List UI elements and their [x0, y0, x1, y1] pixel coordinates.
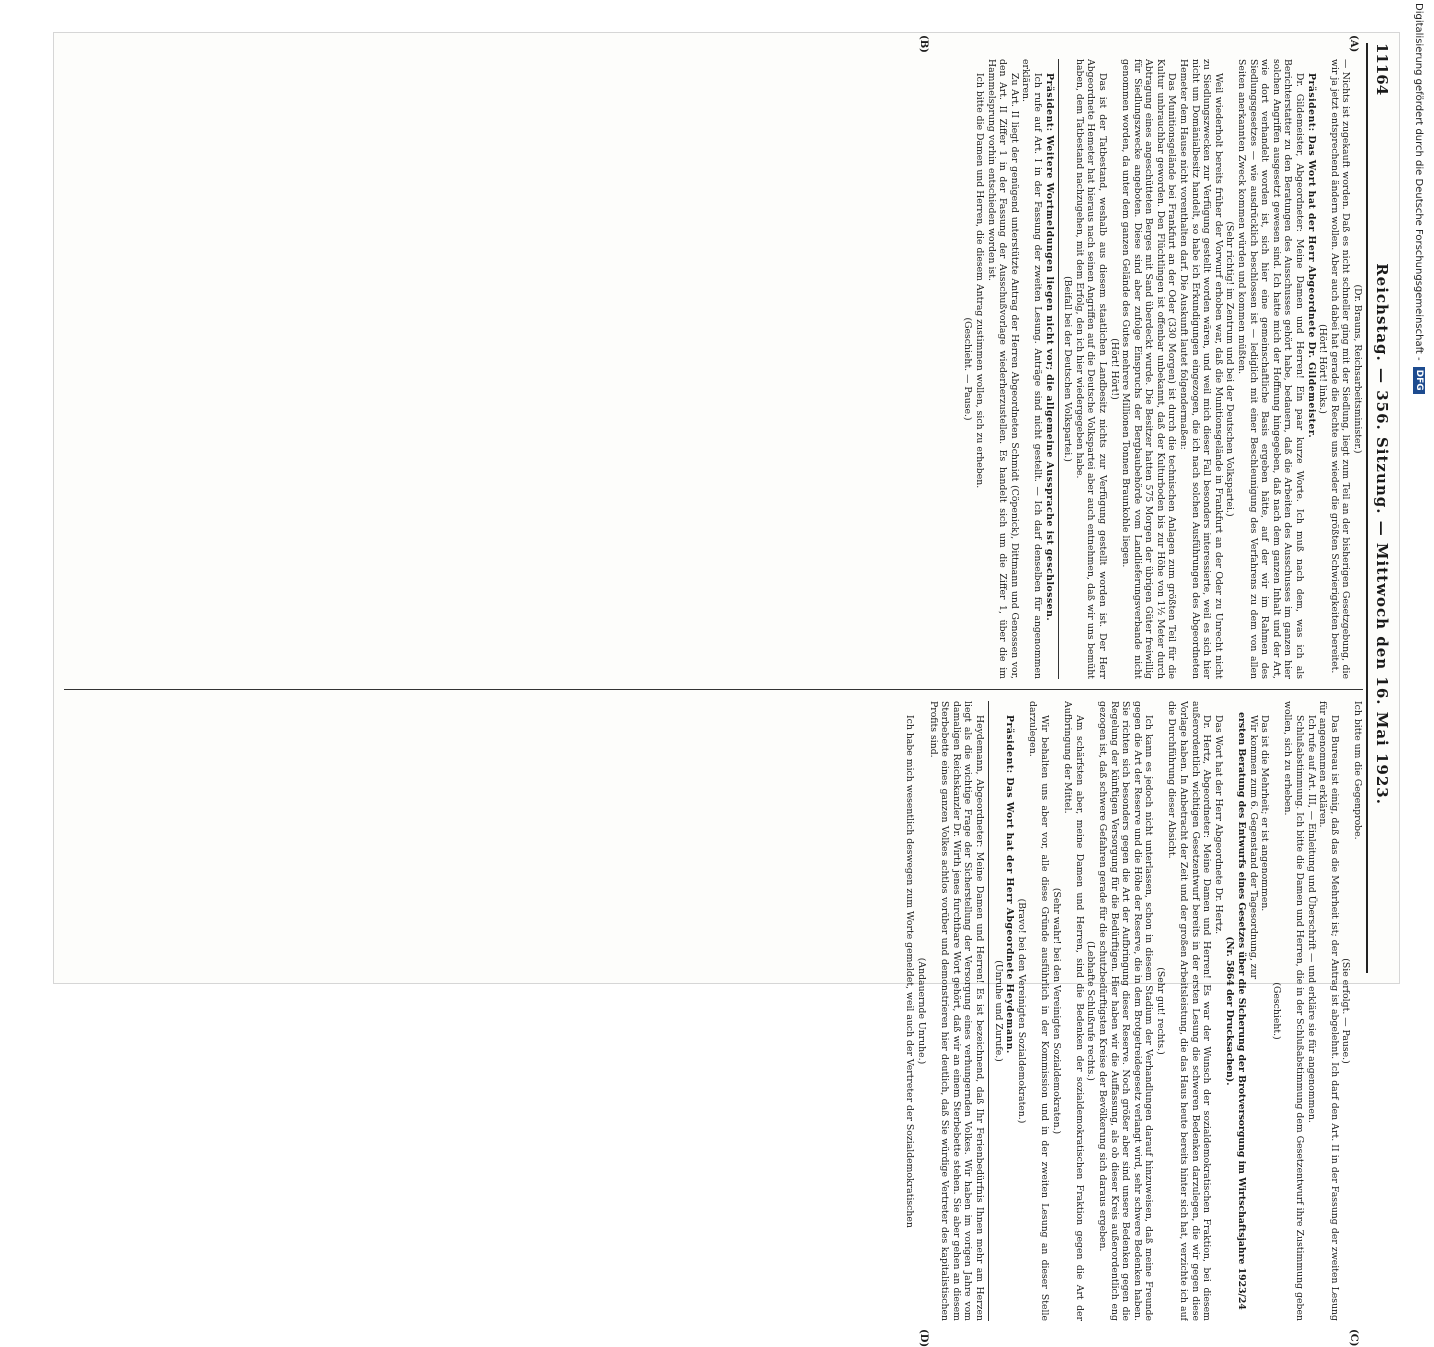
page-title: Reichstag. — 356. Sitzung. — Mittwoch den 16. Mai 1923. — [1373, 263, 1391, 805]
interjection: (Sie erfolgt. — Pause.) — [1340, 958, 1352, 1064]
dfg-logo: DFG — [1413, 367, 1425, 394]
paragraph: Schlußabstimmung. Ich bitte die Damen und Herren, die in der Schlußabstimmung dem Gesetzentwurf ihre Zustimmung geben wollen, sich zu erheben. — [1282, 701, 1306, 1321]
president-remark: Präsident: Das Wort hat der Herr Abgeordnete Heydemann. — [1004, 715, 1016, 1054]
paragraph: Ich rufe auf Art. III, — Einleitung und Überschrift — und erkläre sie für angenommen. — [1305, 715, 1317, 1123]
paragraph: Ich habe mich wesentlich deswegen zum Worte gemeldet, weil auch der Vertreter der Sozialdemokratischen — [904, 715, 916, 1228]
interjection: (Unruhe und Zurufe.) — [992, 960, 1004, 1062]
paragraph: Wir behalten uns aber vor, alle diese Gründe ausführlich in der Kommission und in der zweiten Lesung an dieser Stelle darzulegen. — [1027, 701, 1050, 1321]
paragraph: Ich bitte um die Gegenprobe. — [1352, 701, 1363, 840]
paragraph: Zu Art. II liegt der genügend unterstützte Antrag der Herren Abgeordneten Schmidt (Cöpenick), Dittmann und Genossen vor, den Art. II Ziffer 1 in der Fassung der Ausschußvorlage wiederherzustellen. Es handelt sich um die Ziffer 1, über die im Hammelsprung vorhin entschieden worden ist. — [985, 59, 1020, 679]
rotated-document-page — [53, 32, 1400, 1347]
margin-mark-d: (D) — [918, 1329, 929, 1347]
paragraph: Dr. Hertz, Abgeordneter: Meine Damen und Herren! Es war der Wunsch der sozialdemokratischen Fraktion, bei diesem außerordentlich wichtigen Gesetzentwurf bereits in der ersten Lesung die schweren Bedenken darzulegen, die wir gegen diese Vorlage haben. In Anbetracht der Zeit und der großen Arbeitsleistung, die das Haus heute bereits hinter sich hat, verzichte ich auf die Durchführung dieser Absicht. — [1166, 701, 1213, 1321]
paragraph: Ich kann es jedoch nicht unterlassen, schon in diesem Stadium der Verhandlungen darauf hinzuweisen, daß meine Freunde gegen die Art der Reserve und die Höhe der Reserve, die in dem Brotgetreidegesetz verlangt wird, sehr schwere Bedenken haben. Sie richten sich besonders gegen die Art der Aufbringung dieser Reserve. Noch größer aber sind unsere Bedenken gegen die Regelung der künftigen Versorgung für die Bedürftigen. Hier haben wir die Auffassung, als ob dieser Kreis außerordentlich eng gezogen ist, daß schwere Gefahren gerade für die schutzbedürftigsten Kreise der Bevölkerung sich daraus ergeben. — [1096, 701, 1155, 1321]
page-header — [1369, 43, 1395, 973]
interjection: (Geschieht.) — [1270, 982, 1282, 1040]
paragraph: Das Wort hat der Herr Abgeordnete Dr. Hertz. — [1212, 715, 1224, 935]
paragraph: — Nichts ist zugekauft worden. Daß es nicht schneller ging mit der Siedlung, liegt zum Teil an der bisherigen Gesetzgebung, die wir ja jetzt entsprechend ändern wollen. Aber auch dabei hat gerade die Rechte uns wieder die größten Schwierigkeiten bereitet. — [1328, 59, 1352, 679]
paragraph: Wir kommen zum 6. Gegenstand der Tagesordnung, zur — [1247, 715, 1259, 980]
agenda-item: ersten Beratung des Entwurfs eines Gesetzes über die Sicherung der Brotversorgung im Wirtschaftsjahre 1923/24 (Nr. 5864 der Drucksachen). — [1224, 712, 1248, 1310]
paragraph: Heydemann, Abgeordneter: Meine Damen und Herren! Es ist bezeichnend, daß Ihr Ferienbedürfnis Ihnen mehr am Herzen liegt als die wichtige Frage der Sicherstellung der Versorgung eines verhungernden Volkes. Wir haben im vorigen Jahre vom damaligen Reichskanzler Dr. Wirth jenes furchtbare Wort gehört, daß wir an einem Sterbebette stehen. Sie aber gehen an diesem Sterbebette eines ganzen Volkes achtlos vorüber und demonstrieren hier deutlich, daß Sie würdige Vertreter des kapitalistischen Profits sind. — [927, 701, 985, 1321]
interjection: (Andauernde Unruhe.) — [916, 957, 928, 1065]
interjection: (Geschieht. — Pause.) — [962, 317, 974, 421]
digitization-note-text: Digitalisierung gefördert durch die Deutsche Forschungsgemeinschaft - — [1413, 3, 1425, 361]
interjection: (Hört! Hört!) — [1108, 338, 1120, 400]
interjection: (Sehr wahr! bei den Vereinigten Sozialdemokraten.) — [1050, 887, 1062, 1135]
paragraph: Das ist der Tatbestand, weshalb aus diesem staatlichen Landbesitz nichts zur Verfügung gestellt worden ist. Der Herr Abgeordnete Hemeter hat hieraus nach seinen Angriffen auf die Deutsche Volkspartei aber auch entnehmen, daß wir uns bemüht haben, dem Tatbestand nachzugehen, mit dem Erfolg, den ich hier wiedergegeben habe. — [1073, 59, 1108, 679]
interjection: (Sehr gut! rechts.) — [1154, 967, 1166, 1055]
paragraph: Ich bitte die Damen und Herren, die diesem Antrag zustimmen wollen, sich zu erheben. — [974, 73, 985, 489]
margin-mark-c: (C) — [1348, 1329, 1359, 1347]
interjection: (Beifall bei der Deutschen Volkspartei.) — [1062, 276, 1074, 462]
digitization-note — [1412, 3, 1426, 993]
paragraph: Weil wiederholt bereits früher der Vorwurf erhoben war, daß die Munitionsgelände in Frankfurt an der Oder zu Unrecht nicht zu Siedlungszwecken zur Verfügung gestellt worden wären, und weil mich dieser Fall besonders interessierte, weil es sich hier nicht um Domänialbesitz handelt, so habe ich Erkundigungen eingezogen, die ich nach solchen Ausführungen des Abgeordneten Hemeter dem Hause nicht vorenthalten darf. Die Auskunft lautet folgendermaßen: — [1178, 59, 1224, 679]
paragraph: Am schärfsten aber, meine Damen und Herren, sind die Bedenken der sozialdemokratischen Fraktion gegen die Art der Aufbringung der Mittel. — [1062, 701, 1085, 1321]
interjection: (Lebhafte Schlußrufe rechts.) — [1085, 941, 1097, 1081]
interjection: (Sehr richtig! im Zentrum und bei der Deutschen Volkspartei.) — [1224, 221, 1236, 517]
president-remark: Präsident: Weitere Wortmeldungen liegen nicht vor; die allgemeine Aussprache ist geschlossen. — [1043, 73, 1055, 622]
paragraph: Das Munitionsgelände bei Frankfurt an der Oder (330 Morgen) ist durch die technischen Anlagen zum größten Teil für die Kultur unbrauchbar geworden. Den Flüchtlingen ist offenbar unbekannt, daß der Kulturboden bis zur Höhe von 1½ Meter durch Abtragung eines angeschütteten Berges mit Sand überdeckt wurde. Die Besitzer hatten 575 Morgen der übrigen Güter freiwillig für Siedlungszwecke angeboten. Diese sind aber zufolge Einspruchs der Bergbaubehörde vom Landlieferungsverbande nicht genommen worden, da unter dem ganzen Gelände des Gutes mehrere Millionen Tonnen Braunkohle liegen. — [1120, 59, 1178, 679]
right-text-column — [62, 701, 1363, 1321]
section-divider — [1058, 59, 1059, 679]
margin-mark-a: (A) — [1348, 35, 1359, 53]
margin-mark-b: (B) — [918, 35, 929, 53]
page-number: 11164 — [1373, 43, 1391, 96]
paragraph: Ich rufe auf Art. I in der Fassung der zweiten Lesung. Anträge sind nicht gestellt. — Ich darf denselben für angenommen erklären. — [1020, 59, 1043, 679]
section-divider — [988, 701, 989, 1321]
interjection: (Hört! Hört! links.) — [1317, 324, 1329, 414]
paragraph: Dr. Gildemeister, Abgeordneter: Meine Damen und Herren! Ein paar kurze Worte. Ich muß nach dem, was ich als Berichterstatter zu den Beratungen des Ausschusses gehört habe, bedauern, daß die Arbeiten des Ausschusses im ganzen hier solchen Angriffen ausgesetzt gewesen sind. Ich hatte mich der Hoffnung hingegeben, daß nach dem ganzen Inhalt und der Art, wie dort verhandelt worden ist, sich hier eine gemeinschaftliche Basis ergeben hätte, auf der wir im Rahmen des Siedlungsgesetzes — wie ausdrücklich beschlossen ist — lediglich mit einer Beschleunigung des Verfahrens zu dem von allen Seiten anerkannten Zweck kommen würden und kommen müßten. — [1236, 59, 1306, 679]
left-text-column — [62, 59, 1363, 679]
speaker-reference: (Dr. Brauns, Reichsarbeitsminister.) — [1352, 284, 1363, 454]
paragraph: Das ist die Mehrheit; er ist angenommen. — [1259, 715, 1271, 912]
interjection: (Bravo! bei den Vereinigten Sozialdemokraten.) — [1015, 898, 1027, 1124]
president-remark: Präsident: Das Wort hat der Herr Abgeordnete Dr. Gildemeister. — [1305, 73, 1317, 439]
header-rule — [1366, 43, 1368, 973]
column-separator — [64, 689, 1363, 690]
paragraph: Das Bureau ist einig, daß das die Mehrheit ist; der Antrag ist abgelehnt. Ich darf den Art. II in der Fassung der zweiten Lesung für angenommen erklären. — [1317, 701, 1340, 1321]
